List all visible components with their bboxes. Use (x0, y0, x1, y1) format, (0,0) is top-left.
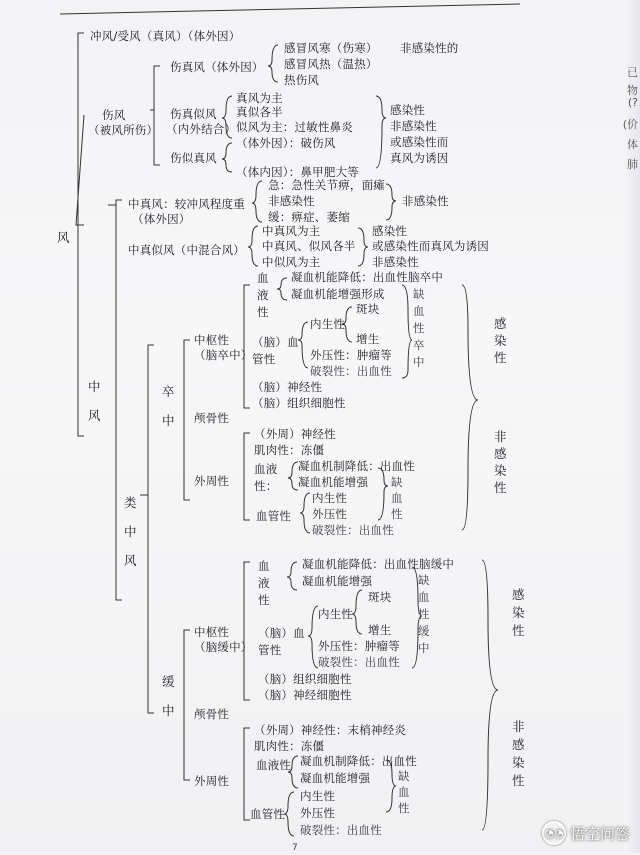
huan-wz-xueguan-item: 破裂性：出血性 (300, 823, 382, 837)
huan-zhongshu: 中枢性 (194, 625, 230, 639)
huan-wz-xueye-item: 凝血机能增强 (300, 771, 371, 785)
shang-feng-label: 伤风 (102, 108, 126, 122)
hun-he-right: 非感染性 (372, 255, 419, 269)
hun-he-right: 感染性 (372, 224, 408, 238)
huan-quexue: 缺血性缓中 (418, 573, 430, 655)
cu-wz-xueguan: 血管性 (256, 509, 292, 523)
hun-he-item: 中真风为主 (262, 224, 321, 238)
shang-si-item: （体内因）：鼻甲肥大等 (236, 165, 359, 179)
cu-feiganran: 非感染性 (494, 429, 507, 495)
right-note: 非感染性 (390, 119, 437, 133)
edge-char: 肺 (627, 158, 638, 171)
cu-wz-xueye-item: 凝血机制降低：出血性 (298, 459, 415, 473)
huan-wz-xueguan-item: 外压性 (300, 806, 336, 820)
huan-wz-xueguan-item: 内生性 (300, 789, 336, 803)
cu-wz-xueye: 血液性： (254, 462, 278, 493)
zhong-zhen-note: （体外因） (132, 212, 191, 226)
shang-si-zhen-feng: 伤似真风 (170, 151, 217, 165)
huan-xueye-item: 凝血机能降低：出血性脑缓中 (302, 557, 455, 571)
shang-zhen-si-item: 真风为主 (236, 91, 283, 105)
cu-wz-xueguan-item: 外压性 (312, 507, 348, 521)
edge-char: (价 (622, 118, 638, 131)
edge-char: (? (627, 96, 638, 109)
huan-xueye-item: 凝血机能增强 (302, 574, 373, 588)
cu-xueye-item: 凝血机能降低：出血性脑卒中 (291, 270, 444, 284)
huan-wz-xueguan: 血管性 (250, 807, 286, 821)
zhong-feng-vertical: 中风 (88, 379, 101, 423)
edge-char: 已 (627, 66, 638, 79)
right-note: 或感染性而 (390, 135, 449, 149)
cu-zengsheng: 增生 (356, 332, 380, 346)
huan-lugu: 颅骨性 (194, 707, 230, 721)
huan-neisheng: 内生性 (318, 607, 354, 621)
cu-wz-item: 肌肉性：冻僵 (254, 443, 325, 457)
cu-wz-item: （外周）神经性 (254, 427, 336, 441)
shang-zhen-si-feng: 伤真似风 (170, 107, 217, 121)
huan-feiganran: 非感染性 (512, 719, 525, 788)
cu-quexue: 缺血性卒中 (413, 287, 425, 369)
cu-ganran: 感染性 (494, 316, 507, 365)
huan-zuzhi: （脑）组织细胞性 (258, 672, 352, 686)
watermark (542, 821, 630, 845)
edge-char: 物 (627, 84, 638, 97)
huan-zengsheng: 增生 (368, 623, 392, 637)
huan-shenjing: （脑）神经细胞性 (258, 688, 352, 702)
chong-feng-label: 冲风/受风（真风）（体外因） (90, 29, 241, 43)
lei-zhong-vertical: 类中风 (124, 495, 137, 568)
cu-neisheng: 内生性 (310, 317, 346, 331)
huan-waiya: 外压性：肿瘤等 (318, 639, 400, 653)
cu-xueye-item: 凝血机能增强形成 (291, 287, 385, 301)
non-infectious-note: 非感染性的 (400, 41, 459, 55)
zhong-zhen-right: 非感染性 (402, 194, 449, 208)
right-note: 真风为诱因 (390, 151, 449, 165)
cu-zuzhi: （脑）组织细胞性 (252, 396, 346, 410)
root-label: 风 (57, 230, 70, 245)
cu-waiya: 外压性：肿瘤等 (310, 348, 392, 362)
huan-wz-que: 缺血性 (398, 769, 410, 815)
huan-nao-xueguan: （脑）血管性 (258, 626, 305, 657)
zhong-zhen-item: 急：急性关节痹，面瘫 (268, 178, 385, 192)
huan-xueye: 血液性 (258, 559, 270, 607)
shang-zhen-item: 感冒风热（温热） (284, 57, 378, 71)
cu-polie: 破裂性：出血性 (310, 364, 392, 378)
huan-waizhou: 外周性 (194, 774, 230, 788)
cu-shenjing: （脑）神经性 (252, 380, 323, 394)
adjacent-page-edge (624, 0, 640, 853)
hun-he-feng: 中真似风（中混合风） (128, 243, 245, 257)
shang-zhen-si-note: （内外结合） (166, 122, 237, 136)
cu-bankuai: 斑块 (356, 302, 380, 316)
zhong-zhen-feng: 中真风：较冲风程度重 (128, 197, 245, 211)
cu-nao-xueguan: （脑）血管性 (252, 335, 299, 366)
cu-wz-xueguan-item: 内生性 (312, 491, 348, 505)
cu-waizhou: 外周性 (194, 474, 230, 488)
huan-ganran: 感染性 (512, 587, 525, 638)
right-note: 感染性 (390, 103, 426, 117)
zhong-zhen-item: 非感染性 (268, 194, 315, 208)
watermark-logo-icon: ◔◔ (542, 821, 566, 845)
hun-he-item: 中似风为主 (262, 255, 321, 269)
page-number: 7 (292, 843, 298, 853)
cu-xueye: 血液性 (257, 271, 269, 319)
cu-zhongshu: 中枢性 (194, 333, 230, 347)
zhong-zhen-item: 缓：痹症、萎缩 (268, 210, 350, 224)
shang-zhen-si-item: 真似各半 (236, 105, 283, 119)
shang-feng-note: （被风所伤） (88, 123, 159, 137)
shang-zhen-item: 热伤风 (284, 73, 320, 87)
shang-zhen-item: 感冒风寒（伤寒） (284, 41, 378, 55)
hun-he-right: 或感染性而真风为诱因 (372, 239, 489, 253)
cu-wz-xueguan-item: 破裂性：出血性 (312, 523, 394, 537)
huan-wz-xueye: 血液性 (256, 758, 292, 772)
watermark-text: 悟空问答 (569, 824, 630, 843)
cu-zhong-vertical: 卒中 (162, 384, 175, 428)
huan-zhong-vertical: 缓中 (162, 674, 175, 718)
cu-wz-xueye-item: 凝血机能增强 (298, 475, 369, 489)
shang-zhen-feng: 伤真风（体外因） (170, 60, 264, 74)
huan-bankuai: 斑块 (368, 590, 392, 604)
shang-si-item: （体外因）：破伤风 (236, 136, 336, 150)
huan-zhongshu-note: （脑缓中） (194, 640, 253, 654)
cu-lugu: 颅骨性 (194, 411, 230, 425)
huan-wz-item: 肌肉性：冻僵 (254, 739, 325, 753)
cu-zhongshu-note: （脑卒中） (194, 348, 253, 362)
cu-wz-que: 缺血性 (391, 475, 403, 521)
huan-wz-item: （外周）神经性：末梢神经炎 (254, 723, 407, 737)
hun-he-item: 中真风、似风各半 (262, 239, 356, 253)
huan-wz-xueye-item: 凝血机制降低：出血性 (300, 754, 417, 768)
edge-char: 体 (627, 138, 638, 151)
shang-zhen-si-item: 似风为主：过敏性鼻炎 (236, 120, 353, 134)
huan-polie: 破裂性：出血性 (318, 655, 400, 669)
